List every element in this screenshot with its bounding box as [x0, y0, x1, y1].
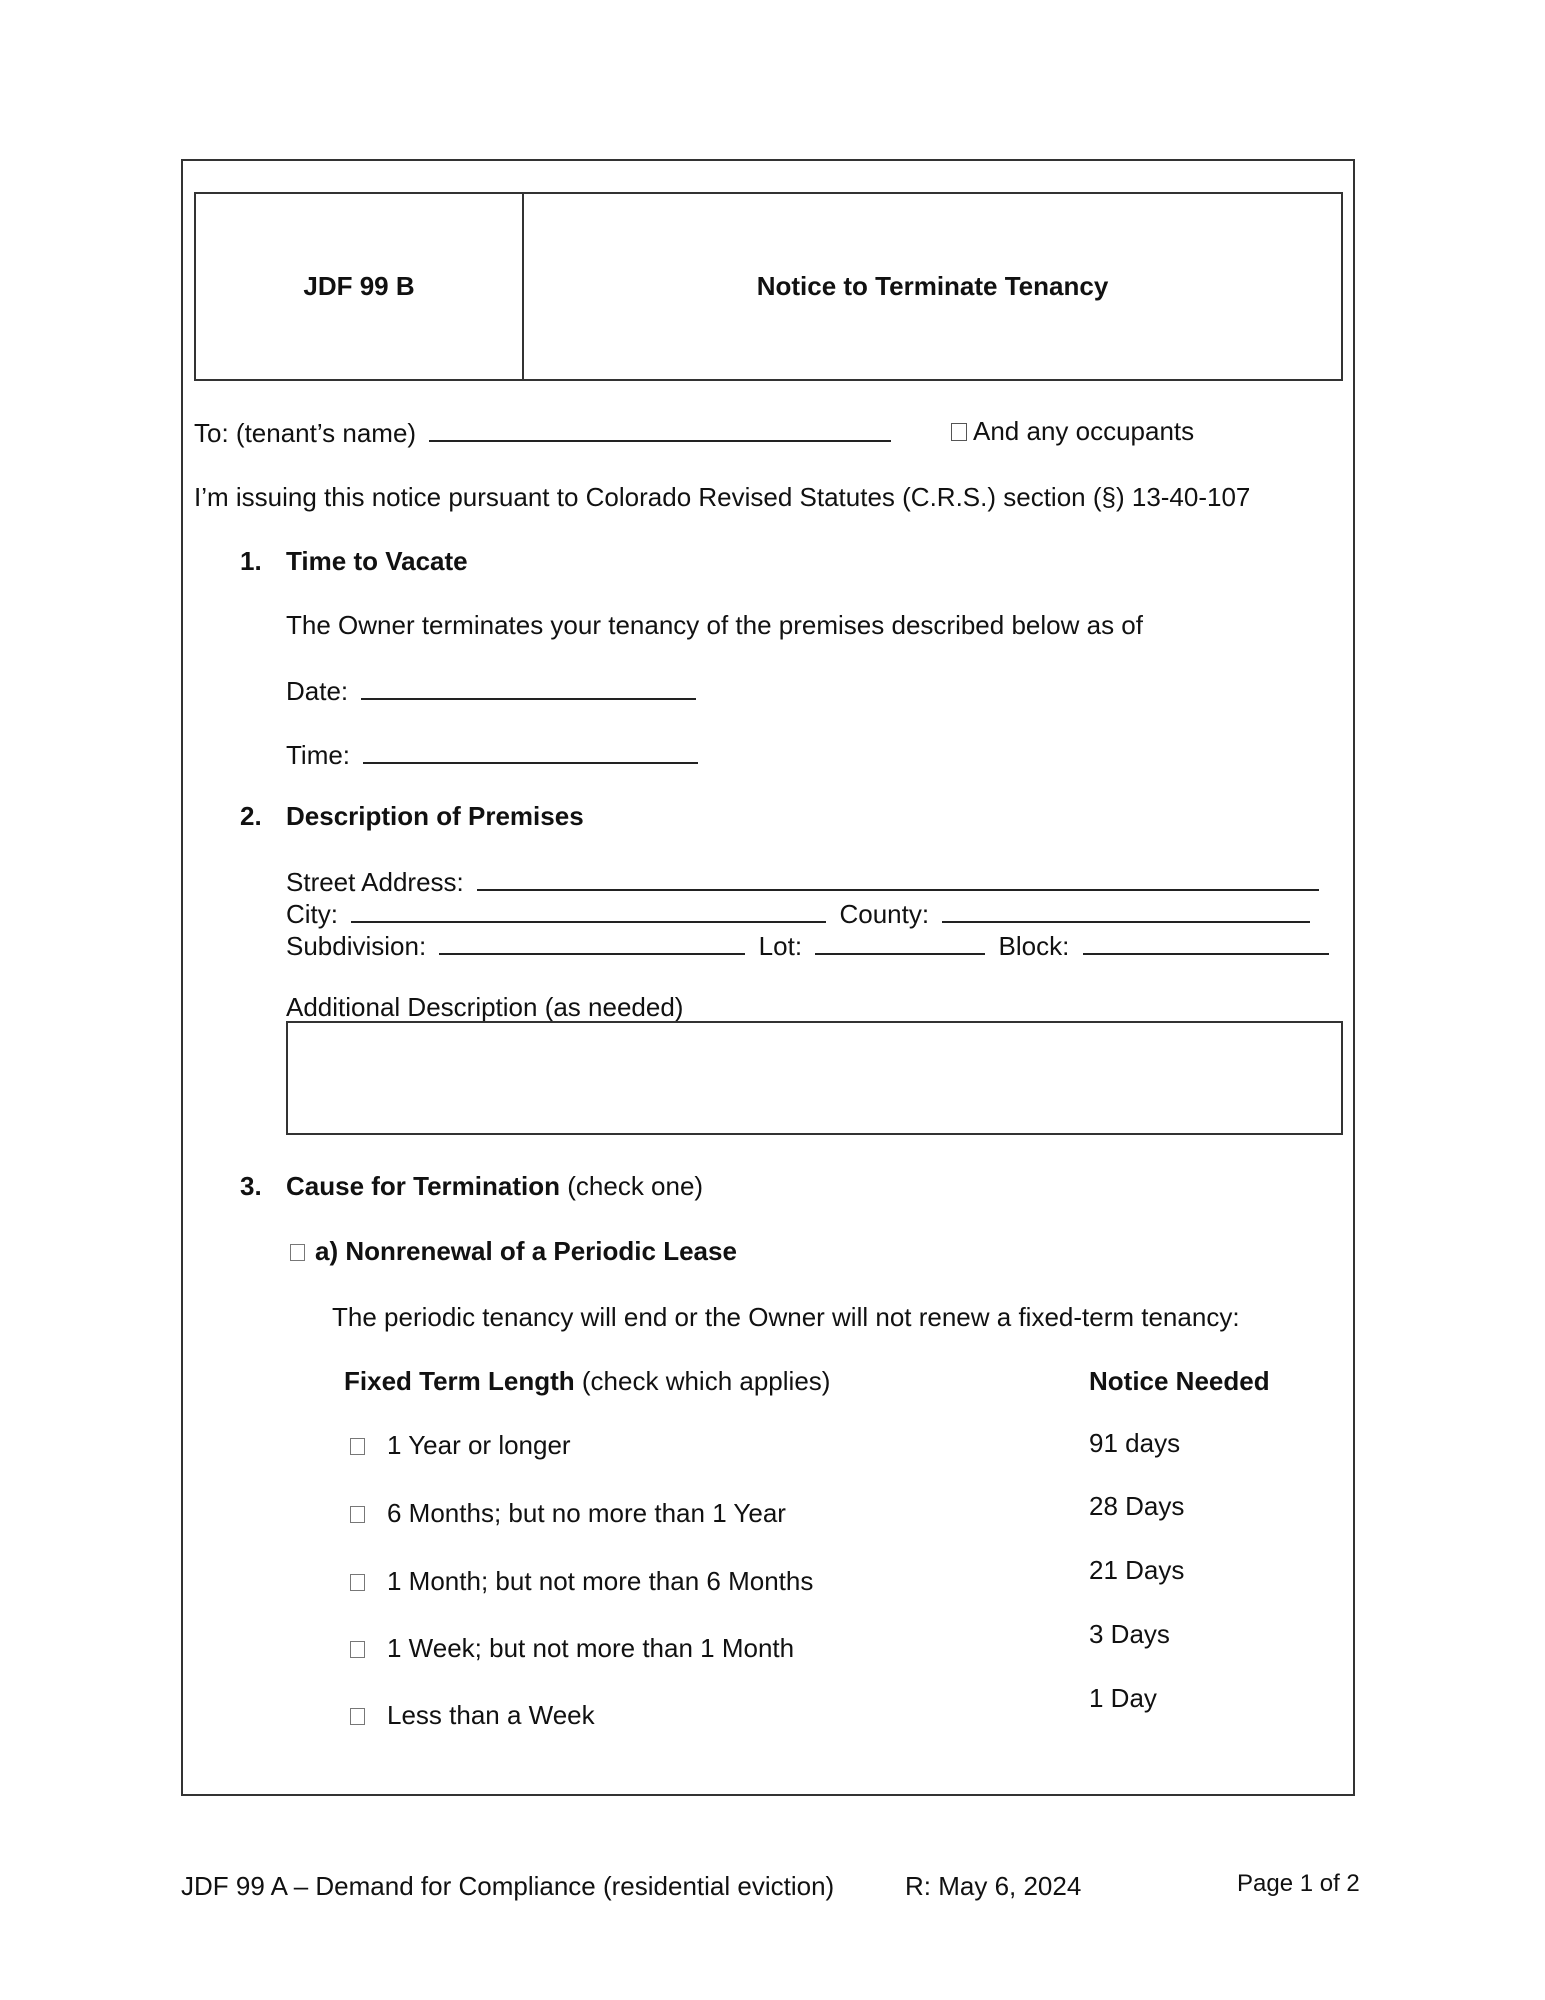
option-a[interactable] [290, 1236, 737, 1266]
date-row [286, 674, 696, 706]
city-field[interactable] [351, 897, 826, 923]
notice-value: 28 Days [1089, 1491, 1185, 1521]
option-a-text: The periodic tenancy will end or the Owner will not renew a fixed-term tenancy: [332, 1302, 1240, 1332]
time-field[interactable] [363, 738, 698, 764]
time-row [286, 738, 698, 770]
section1-number: 1. [240, 546, 262, 576]
term-column-header [344, 1366, 830, 1396]
county-label: County: [839, 899, 930, 929]
notice-value: 1 Day [1089, 1683, 1157, 1713]
section1-text: The Owner terminates your tenancy of the premises described below as of [286, 610, 1143, 640]
section3-title: Cause for Termination [286, 1171, 561, 1201]
street-field[interactable] [477, 865, 1319, 891]
lot-label: Lot: [758, 931, 803, 961]
term-checkbox[interactable] [350, 1506, 365, 1523]
additional-description-label: Additional Description (as needed) [286, 992, 684, 1022]
term-checkbox[interactable] [350, 1438, 365, 1455]
form-header [194, 192, 1343, 381]
form-id: JDF 99 B [196, 194, 524, 379]
additional-description-field[interactable] [286, 1021, 1343, 1135]
form-title: Notice to Terminate Tenancy [756, 271, 1109, 301]
footer-form-ref: JDF 99 A – Demand for Compliance (residential eviction) [181, 1871, 835, 1901]
to-line [194, 416, 891, 448]
term-label: 1 Year or longer [387, 1430, 571, 1460]
subdivision-row [286, 929, 1329, 961]
tenant-name-field[interactable] [429, 416, 891, 442]
section3-heading [286, 1171, 703, 1201]
term-header-label: Fixed Term Length [344, 1366, 575, 1396]
term-row[interactable] [350, 1633, 794, 1663]
street-label: Street Address: [286, 867, 464, 897]
form-border [181, 159, 1355, 1796]
term-row[interactable] [350, 1430, 571, 1460]
footer-page-number: Page 1 of 2 [1237, 1870, 1360, 1897]
notice-value: 3 Days [1089, 1619, 1170, 1649]
option-a-label: a) Nonrenewal of a Periodic Lease [315, 1236, 737, 1266]
term-label: Less than a Week [387, 1700, 595, 1730]
term-checkbox[interactable] [350, 1641, 365, 1658]
tenant-name-label: To: (tenant’s name) [194, 418, 417, 448]
footer-revision: R: May 6, 2024 [905, 1871, 1082, 1901]
term-label: 1 Week; but not more than 1 Month [387, 1633, 795, 1663]
statute-text: I’m issuing this notice pursuant to Colorado Revised Statutes (C.R.S.) section (§) 13-40-107 [194, 482, 1251, 512]
section2-number: 2. [240, 801, 262, 831]
term-label: 6 Months; but no more than 1 Year [387, 1498, 786, 1528]
term-row[interactable] [350, 1700, 595, 1730]
notice-value: 91 days [1089, 1428, 1181, 1458]
term-header-note: (check which applies) [581, 1366, 831, 1396]
county-field[interactable] [942, 897, 1310, 923]
date-field[interactable] [361, 674, 696, 700]
block-field[interactable] [1083, 929, 1329, 955]
street-row [286, 865, 1319, 897]
term-label: 1 Month; but not more than 6 Months [387, 1566, 814, 1596]
date-label: Date: [286, 676, 349, 706]
occupants-label: And any occupants [973, 416, 1195, 446]
block-label: Block: [998, 931, 1070, 961]
term-row[interactable] [350, 1498, 786, 1528]
occupants-checkbox[interactable] [951, 423, 967, 441]
subdivision-label: Subdivision: [286, 931, 427, 961]
notice-column-header: Notice Needed [1089, 1366, 1270, 1396]
term-checkbox[interactable] [350, 1574, 365, 1591]
term-checkbox[interactable] [350, 1708, 365, 1725]
city-label: City: [286, 899, 338, 929]
section1-title: Time to Vacate [286, 546, 468, 576]
notice-value: 21 Days [1089, 1555, 1185, 1585]
section3-number: 3. [240, 1171, 262, 1201]
section2-title: Description of Premises [286, 801, 584, 831]
section3-note: (check one) [567, 1171, 704, 1201]
city-county-row [286, 897, 1310, 929]
time-label: Time: [286, 740, 351, 770]
lot-field[interactable] [815, 929, 985, 955]
term-row[interactable] [350, 1566, 813, 1596]
option-a-checkbox[interactable] [290, 1244, 305, 1261]
subdivision-field[interactable] [439, 929, 745, 955]
occupants-option[interactable] [951, 416, 1194, 446]
